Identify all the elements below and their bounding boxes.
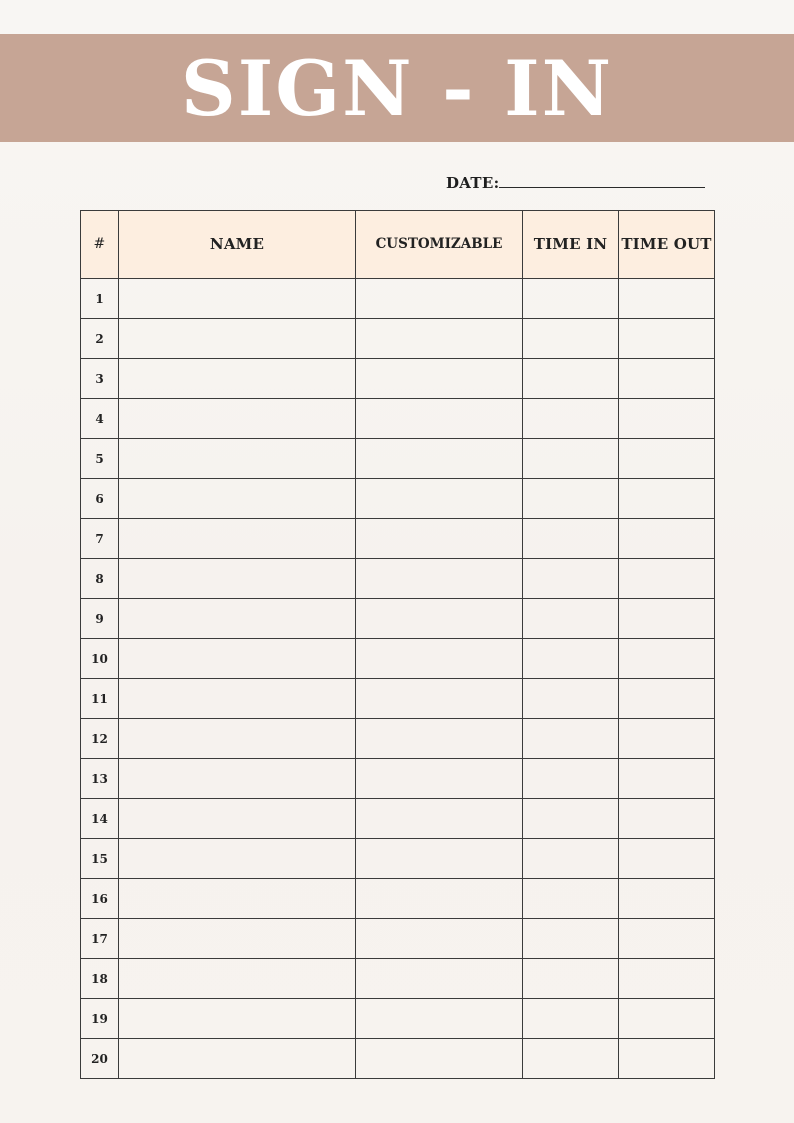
customizable-cell[interactable] (356, 479, 523, 519)
name-cell[interactable] (119, 639, 356, 679)
table-row (81, 1039, 715, 1079)
row-number: 7 (81, 519, 119, 559)
time-out-cell[interactable] (619, 919, 715, 959)
name-cell[interactable] (119, 839, 356, 879)
customizable-cell[interactable] (356, 559, 523, 599)
time-in-cell[interactable] (523, 559, 619, 599)
name-cell[interactable] (119, 479, 356, 519)
name-cell[interactable] (119, 959, 356, 999)
customizable-cell[interactable] (356, 919, 523, 959)
row-number: 13 (81, 759, 119, 799)
time-in-cell[interactable] (523, 359, 619, 399)
customizable-cell[interactable] (356, 879, 523, 919)
time-out-cell[interactable] (619, 559, 715, 599)
time-in-cell[interactable] (523, 759, 619, 799)
customizable-cell[interactable] (356, 359, 523, 399)
page-title: SIGN - IN (180, 44, 614, 133)
time-out-cell[interactable] (619, 359, 715, 399)
time-out-cell[interactable] (619, 719, 715, 759)
customizable-cell[interactable] (356, 839, 523, 879)
table-row (81, 279, 715, 319)
time-in-cell[interactable] (523, 1039, 619, 1079)
time-out-cell[interactable] (619, 839, 715, 879)
row-number: 11 (81, 679, 119, 719)
time-in-cell[interactable] (523, 519, 619, 559)
time-out-cell[interactable] (619, 1039, 715, 1079)
customizable-cell[interactable] (356, 679, 523, 719)
row-number: 19 (81, 999, 119, 1039)
title-banner (0, 34, 794, 142)
row-number: 17 (81, 919, 119, 959)
time-out-cell[interactable] (619, 439, 715, 479)
time-in-cell[interactable] (523, 799, 619, 839)
column-header-customizable: CUSTOMIZABLE (356, 211, 523, 279)
table-row (81, 519, 715, 559)
customizable-cell[interactable] (356, 719, 523, 759)
customizable-cell[interactable] (356, 639, 523, 679)
name-cell[interactable] (119, 359, 356, 399)
table-row (81, 479, 715, 519)
table-row (81, 839, 715, 879)
column-header-name: NAME (119, 211, 356, 279)
table-row (81, 919, 715, 959)
row-number: 4 (81, 399, 119, 439)
table-row (81, 599, 715, 639)
time-in-cell[interactable] (523, 319, 619, 359)
table-row (81, 439, 715, 479)
row-number: 12 (81, 719, 119, 759)
name-cell[interactable] (119, 679, 356, 719)
table-body (81, 279, 715, 1079)
row-number: 10 (81, 639, 119, 679)
customizable-cell[interactable] (356, 799, 523, 839)
table-row (81, 679, 715, 719)
time-in-cell[interactable] (523, 279, 619, 319)
table-row (81, 879, 715, 919)
row-number: 5 (81, 439, 119, 479)
time-out-cell[interactable] (619, 639, 715, 679)
table-row (81, 999, 715, 1039)
table-row (81, 399, 715, 439)
name-cell[interactable] (119, 599, 356, 639)
column-header-time-in: TIME IN (523, 211, 619, 279)
table-row (81, 559, 715, 599)
table-header-row (81, 211, 715, 279)
row-number: 2 (81, 319, 119, 359)
time-in-cell[interactable] (523, 439, 619, 479)
time-in-cell[interactable] (523, 839, 619, 879)
time-out-cell[interactable] (619, 799, 715, 839)
time-out-cell[interactable] (619, 959, 715, 999)
customizable-cell[interactable] (356, 519, 523, 559)
name-cell[interactable] (119, 439, 356, 479)
customizable-cell[interactable] (356, 439, 523, 479)
time-out-cell[interactable] (619, 759, 715, 799)
time-out-cell[interactable] (619, 479, 715, 519)
table-row (81, 319, 715, 359)
customizable-cell[interactable] (356, 319, 523, 359)
name-cell[interactable] (119, 519, 356, 559)
row-number: 16 (81, 879, 119, 919)
time-in-cell[interactable] (523, 479, 619, 519)
time-in-cell[interactable] (523, 399, 619, 439)
time-in-cell[interactable] (523, 639, 619, 679)
time-in-cell[interactable] (523, 919, 619, 959)
time-in-cell[interactable] (523, 959, 619, 999)
name-cell[interactable] (119, 919, 356, 959)
row-number: 1 (81, 279, 119, 319)
time-out-cell[interactable] (619, 999, 715, 1039)
row-number: 6 (81, 479, 119, 519)
name-cell[interactable] (119, 799, 356, 839)
time-out-cell[interactable] (619, 319, 715, 359)
time-out-cell[interactable] (619, 879, 715, 919)
name-cell[interactable] (119, 719, 356, 759)
row-number: 14 (81, 799, 119, 839)
row-number: 3 (81, 359, 119, 399)
name-cell[interactable] (119, 999, 356, 1039)
customizable-cell[interactable] (356, 279, 523, 319)
time-out-cell[interactable] (619, 279, 715, 319)
row-number: 18 (81, 959, 119, 999)
column-header-time-out: TIME OUT (619, 211, 715, 279)
name-cell[interactable] (119, 319, 356, 359)
table-row (81, 719, 715, 759)
customizable-cell[interactable] (356, 399, 523, 439)
row-number: 20 (81, 1039, 119, 1079)
time-out-cell[interactable] (619, 519, 715, 559)
row-number: 9 (81, 599, 119, 639)
name-cell[interactable] (119, 879, 356, 919)
time-in-cell[interactable] (523, 999, 619, 1039)
time-in-cell[interactable] (523, 679, 619, 719)
name-cell[interactable] (119, 759, 356, 799)
date-field (446, 174, 705, 192)
date-label: DATE: (446, 174, 500, 192)
customizable-cell[interactable] (356, 1039, 523, 1079)
name-cell[interactable] (119, 1039, 356, 1079)
table-row (81, 799, 715, 839)
date-blank-line[interactable] (499, 174, 705, 188)
time-in-cell[interactable] (523, 879, 619, 919)
customizable-cell[interactable] (356, 599, 523, 639)
name-cell[interactable] (119, 559, 356, 599)
name-cell[interactable] (119, 279, 356, 319)
table-row (81, 959, 715, 999)
name-cell[interactable] (119, 399, 356, 439)
time-in-cell[interactable] (523, 719, 619, 759)
column-header-number: # (81, 211, 119, 279)
table-row (81, 759, 715, 799)
time-out-cell[interactable] (619, 599, 715, 639)
customizable-cell[interactable] (356, 959, 523, 999)
time-in-cell[interactable] (523, 599, 619, 639)
time-out-cell[interactable] (619, 679, 715, 719)
customizable-cell[interactable] (356, 759, 523, 799)
row-number: 15 (81, 839, 119, 879)
table-row (81, 639, 715, 679)
sign-in-table (80, 210, 715, 1079)
time-out-cell[interactable] (619, 399, 715, 439)
customizable-cell[interactable] (356, 999, 523, 1039)
row-number: 8 (81, 559, 119, 599)
table-row (81, 359, 715, 399)
